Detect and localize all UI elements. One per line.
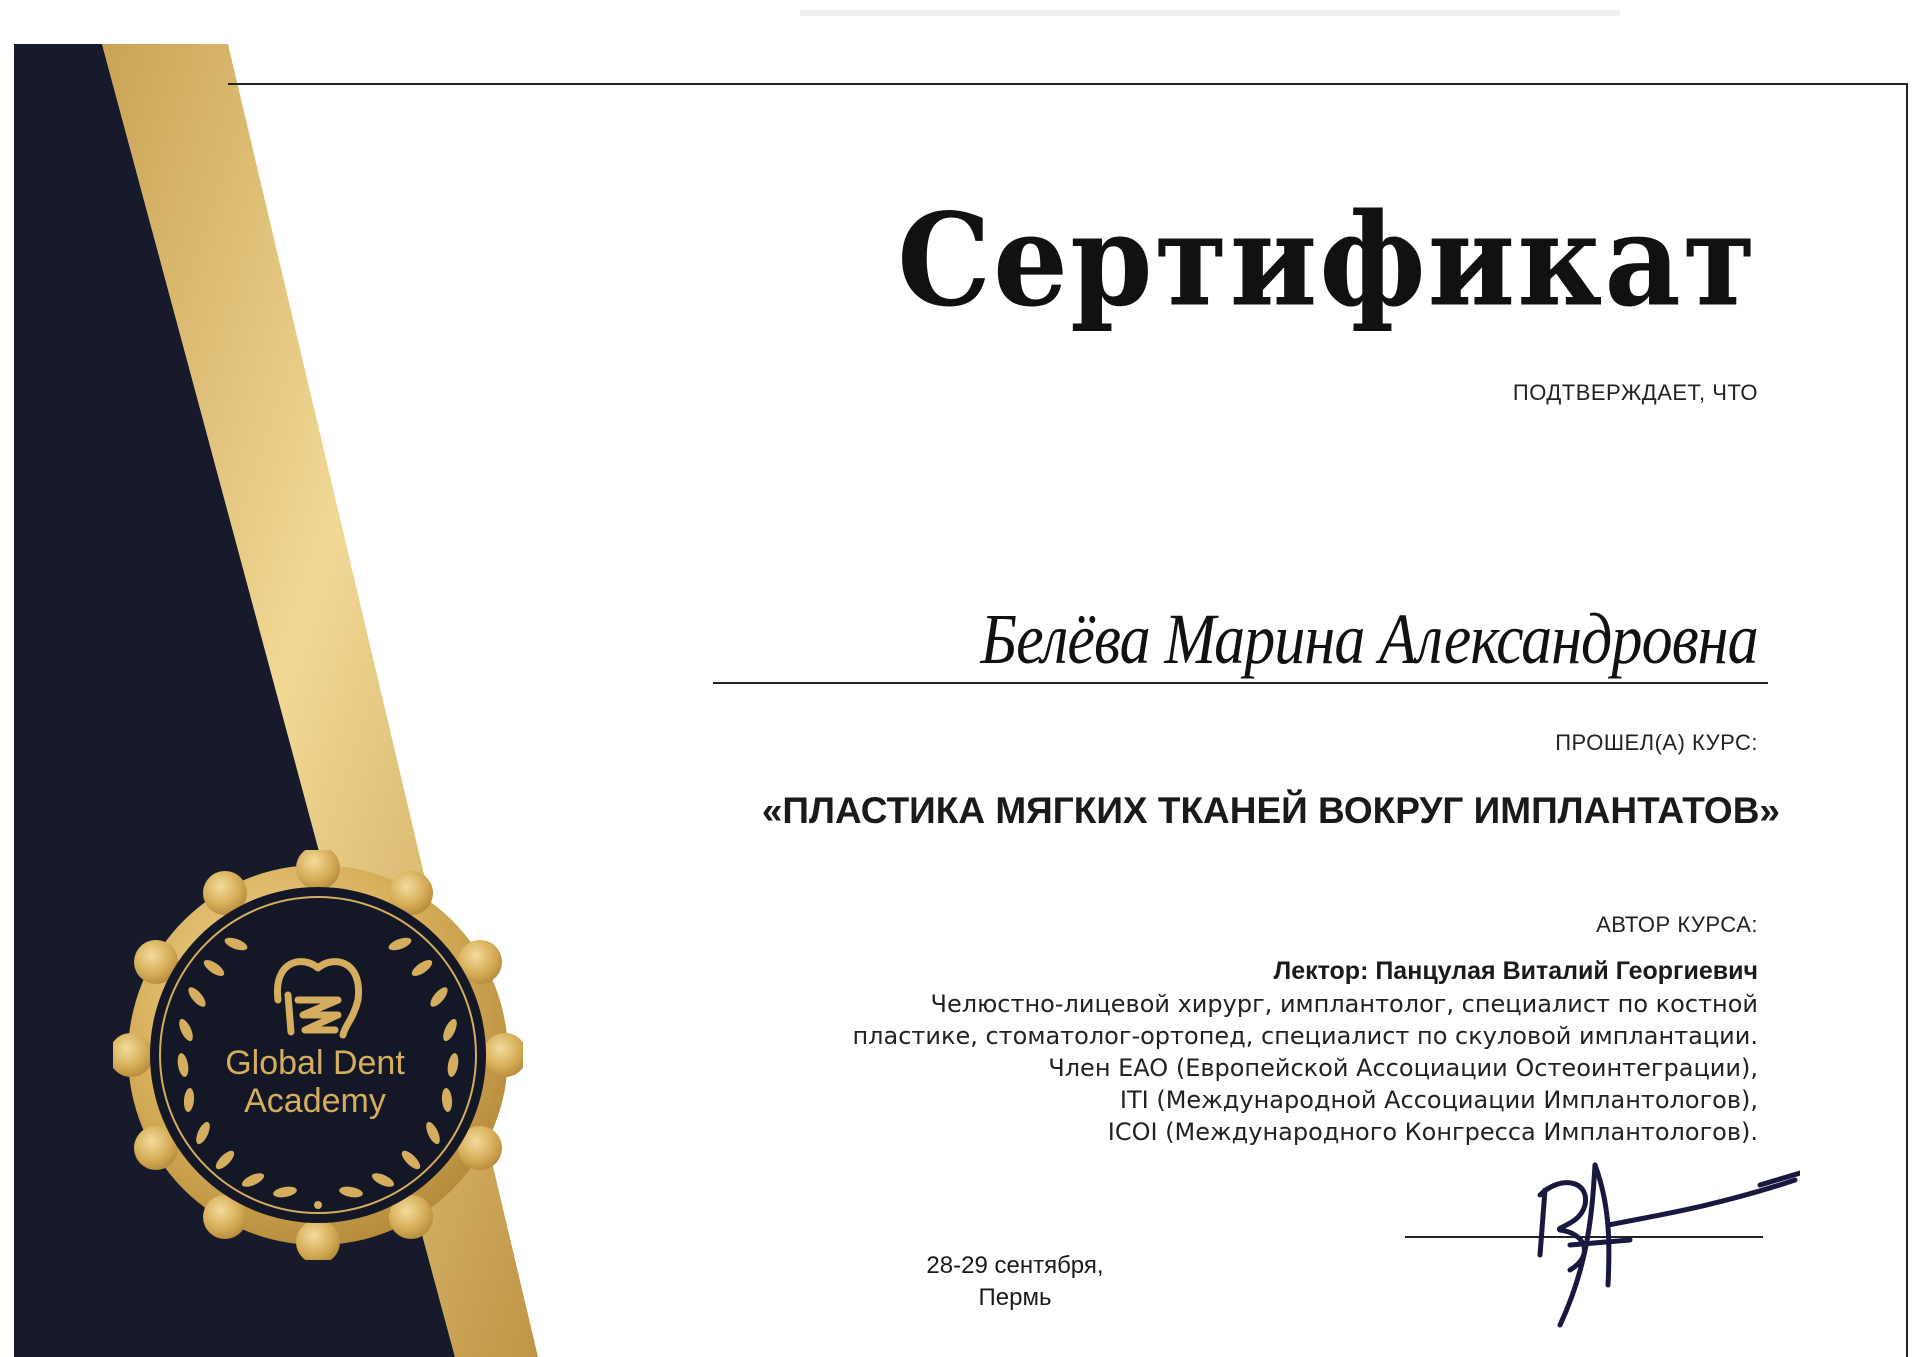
bio-line: Член EAO (Европейской Ассоциации Остеоинтеграции), (1048, 1054, 1758, 1082)
lecturer-signature (1500, 1145, 1800, 1345)
course-city: Пермь (978, 1284, 1052, 1311)
certificate-title: Сертификат (897, 184, 1758, 335)
frame-top-line (228, 83, 1908, 85)
author-label: АВТОР КУРСА: (1596, 912, 1758, 937)
frame-right-line (1906, 83, 1908, 1357)
recipient-name: Белёва Марина Александровна (980, 599, 1758, 679)
seal-line-1: Global Dent (225, 1044, 405, 1082)
course-date: 28-29 сентября, (926, 1252, 1104, 1279)
lecturer-name: Лектор: Панцулая Виталий Георгиевич (1273, 957, 1758, 985)
seal-line-2: Academy (244, 1082, 386, 1120)
passed-label: ПРОШЕЛ(А) КУРС: (1555, 730, 1758, 755)
bio-line: Челюстно-лицевой хирург, имплантолог, специалист по костной (930, 990, 1758, 1018)
bio-line: пластике, стоматолог-ортопед, специалист по скуловой имплантации. (852, 1022, 1758, 1050)
course-title: «ПЛАСТИКА МЯГКИХ ТКАНЕЙ ВОКРУГ ИМПЛАНТАТОВ» (761, 790, 1780, 831)
bio-line: ICOI (Международного Конгресса Имплантологов). (1107, 1118, 1758, 1146)
confirms-label: ПОДТВЕРЖДАЕТ, ЧТО (1512, 380, 1758, 405)
bio-line: ITI (Международной Ассоциации Имплантологов), (1119, 1086, 1758, 1114)
name-underline (713, 682, 1768, 684)
date-place (900, 1250, 1130, 1314)
